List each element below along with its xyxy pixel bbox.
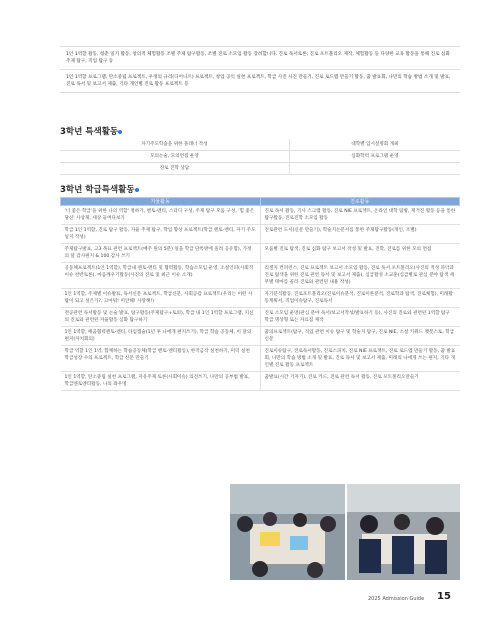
table-cell: 진로 독서 활동, 기사 스크랩 활동, 진로 NIE 프로젝트, 온라인 대학 탐방, 재거진 활동 등을 통한 탐구활동, 진로진학 소모임 활동 <box>260 206 460 225</box>
table-row <box>61 263 460 289</box>
table-row <box>61 346 460 372</box>
table-cell: 전공관련 독서활동 및 논술 발표, 탐구활동(주제탐구+토의), 학급 내 1인 1역할 프로그램, 지신의 진로와 관련된 자율활동 심화 탐구하기 <box>61 308 261 327</box>
table-cell: 모둠별 진로 탐색, 진로 심화 탐구 보고서 작성 및 발표, 진학, 진로를 위한 모의 면접 <box>260 244 460 263</box>
classroom-photo-image <box>347 484 460 580</box>
feature-cell: 모의논술, 모의면접 운영 <box>60 151 289 163</box>
table-cell: 1인 1역할, 탄소중립 실천 프로그램, 자유주제 토론(사회이슈) 의견쓰기, 나만의 공부법 발표, 학급멘토멘티활동, 나의 좌우명 <box>61 372 261 391</box>
feature-cell: 대학별 입시설명회 개최 <box>289 139 460 151</box>
table-cell: 1인 1역할, 배움협력멘토-멘티, 타임캡슐(1년 후 나에게 편지쓰기), 학급 학습 공동체, 이 달의 편지(자치회의) <box>61 327 261 346</box>
feature-cell <box>289 163 460 175</box>
intro-paragraph: 1인 1역할 활동, 청춘 일기 활동, 창의적 체험활동 조별 주제 탐구활동, 조별 진로 소모임 활동 장려합니다. 진로 독서토론, 진로 포트폴리오 제작, 체험활동 등 다양한 교육 활동을 통해 진로 심화 주제 탐구, 직업 탐구 등 <box>60 47 460 70</box>
feature-cell: 심화학력 프로그램 운영 <box>289 151 460 163</box>
table-row <box>61 308 460 327</box>
table-row <box>61 244 460 263</box>
intro-box <box>60 46 460 93</box>
classroom-photo <box>230 484 345 580</box>
column-header: 진로활동 <box>260 198 460 206</box>
table-cell: '너 좋은 학급'을 위한 나의 역할' 정하기, 멘토-멘티, 스터디 구성, 주제 탐구 모둠 구성, '힘 좋은 당신' 사상제, 세상 들여다보기 <box>61 206 261 225</box>
table-cell: 꿈발표(시간 기자기), 진로 카드, 진로 관련 독서 활동, 진로 포트폴리오만들기 <box>260 372 460 391</box>
feature-table <box>60 139 460 175</box>
table-row <box>61 372 460 391</box>
table-row <box>61 206 460 225</box>
table-cell: 진로 소모임 운영(관심 분야 독서/보고서작성/발표하기 등), 사진의 진로와 관련된 1역할 탐구 학급 명상형 또는 자료집 제작 <box>260 308 460 327</box>
table-cell: 1인 1역할, 주제별 이슈발표, 독서신문 프로젝트, 학급신문, 사회공감 프로젝트(우리는 어떤 사람이 되고 싶은가?, 고마워! 미안해! 사랑해!) <box>61 289 261 308</box>
table-row <box>61 225 460 244</box>
table-cell: 꿈의프로젝트(탐구, 직업 관련 이슈 탐구 및 학술지 탐구, 진로 NIE, 소설 키워드 챗봇스토, 학급 신문 <box>260 327 460 346</box>
feature-cell: 자기주도학습을 위한 플래너 작성 <box>60 139 289 151</box>
table-cell: 자기분석활동, 진로포트폴리오(진로이슈분석, 진로이론분석, 진로학과 탐색, 진로체험), 미래활동계획서, 직업이슈탐구, 진로독서 <box>260 289 460 308</box>
page-number: 15 <box>437 591 451 602</box>
table-cell: 진로이슈탐구, 진로독서활동, 진로스피치, 진로 NIE 프로젝트, 진로 로드맵 만들기 활동, 꿈 발표회, 나만의 학습 방법 소개 및 발표, 진로 독서 및 보고서 제출, 미래의 나에게 쓰는 편지, 기타 개인별 진로 활동 프로젝트 <box>260 346 460 372</box>
table-row <box>61 289 460 308</box>
table-cell: 학급 역할 1인 1역, 함께하는 학습공동체(학급 멘토-멘티활동), 한작금작 실천하기, 미덕 실천 학급성장 수의 프로젝트, 학급 신문 만들기 <box>61 346 261 372</box>
table-cell: 학급 1인 1역할, 진로 탐구 활동, 자율 주제 탐구, 학업 향상 프로젝트(학급 멘토-멘티, 자기 주도 일지 작성) <box>61 225 261 244</box>
class-activity-table <box>60 197 460 391</box>
table-cell: 주제탐구발표, 고3 목표 관련 프로젝트(매주 원의 5분) 일을 학급 단톡방에 올려 공유함), 가정의 달 감사편지 & 100 감사 쓰기 <box>61 244 261 263</box>
dot-icon <box>118 130 122 134</box>
dot-icon <box>135 188 139 192</box>
table-cell: 공동체프로젝트(1인 1역할), 학급내 멘토-멘티 및 협력활동, 학습소모임 운영, 소설인피(사회적 이슈 찬반토론), 마음깨우기활동(사진의 진로 및 최근 이슈 소개) <box>61 263 261 289</box>
section-title: 3학년 학급특색활동 <box>60 183 140 195</box>
intro-paragraph: 1인 1역할 프로그램, 탄소중립 프로젝트, 우정의 규리(디어니르) 프로젝트, 창업 공익 실천 프로젝트, 학급 사진 사진 만들기, 진로 로드맵 만들기 활동, 꿈 발표회, 나만의 학습 방법 소개 및 발표, 진로 독서 및 보고서 제출, 기타 개인별 진로 활동 프로젝트 등 <box>66 75 451 87</box>
table-row <box>61 327 460 346</box>
column-header: 자율활동 <box>61 198 261 206</box>
table-cell: 리셀지 컨퍼런스, 진로 프로젝트 보고서 소모임 활동, 진로 독서 포트폴리오(사진의 적성 파악과 진로 탐색을 위한 진로 관련 독서 및 보고서 제출), 심급활성 소교훈(심급별로 관심 분야 탐색 세무별 테마를 골라 진로와 관련된 내용 작성) <box>260 263 460 289</box>
classroom-photo <box>347 484 460 580</box>
table-cell: 진로관련 도서(신문 만들기), 학술지논문서를 통한 주제탐구활동(개인, 조별) <box>260 225 460 244</box>
classroom-photo-image <box>230 484 345 580</box>
feature-cell: 진로 진학 상담 <box>60 163 289 175</box>
footer-label: 2025 Admission Guide <box>368 596 425 602</box>
section-title: 3학년 특색활동 <box>60 125 123 137</box>
